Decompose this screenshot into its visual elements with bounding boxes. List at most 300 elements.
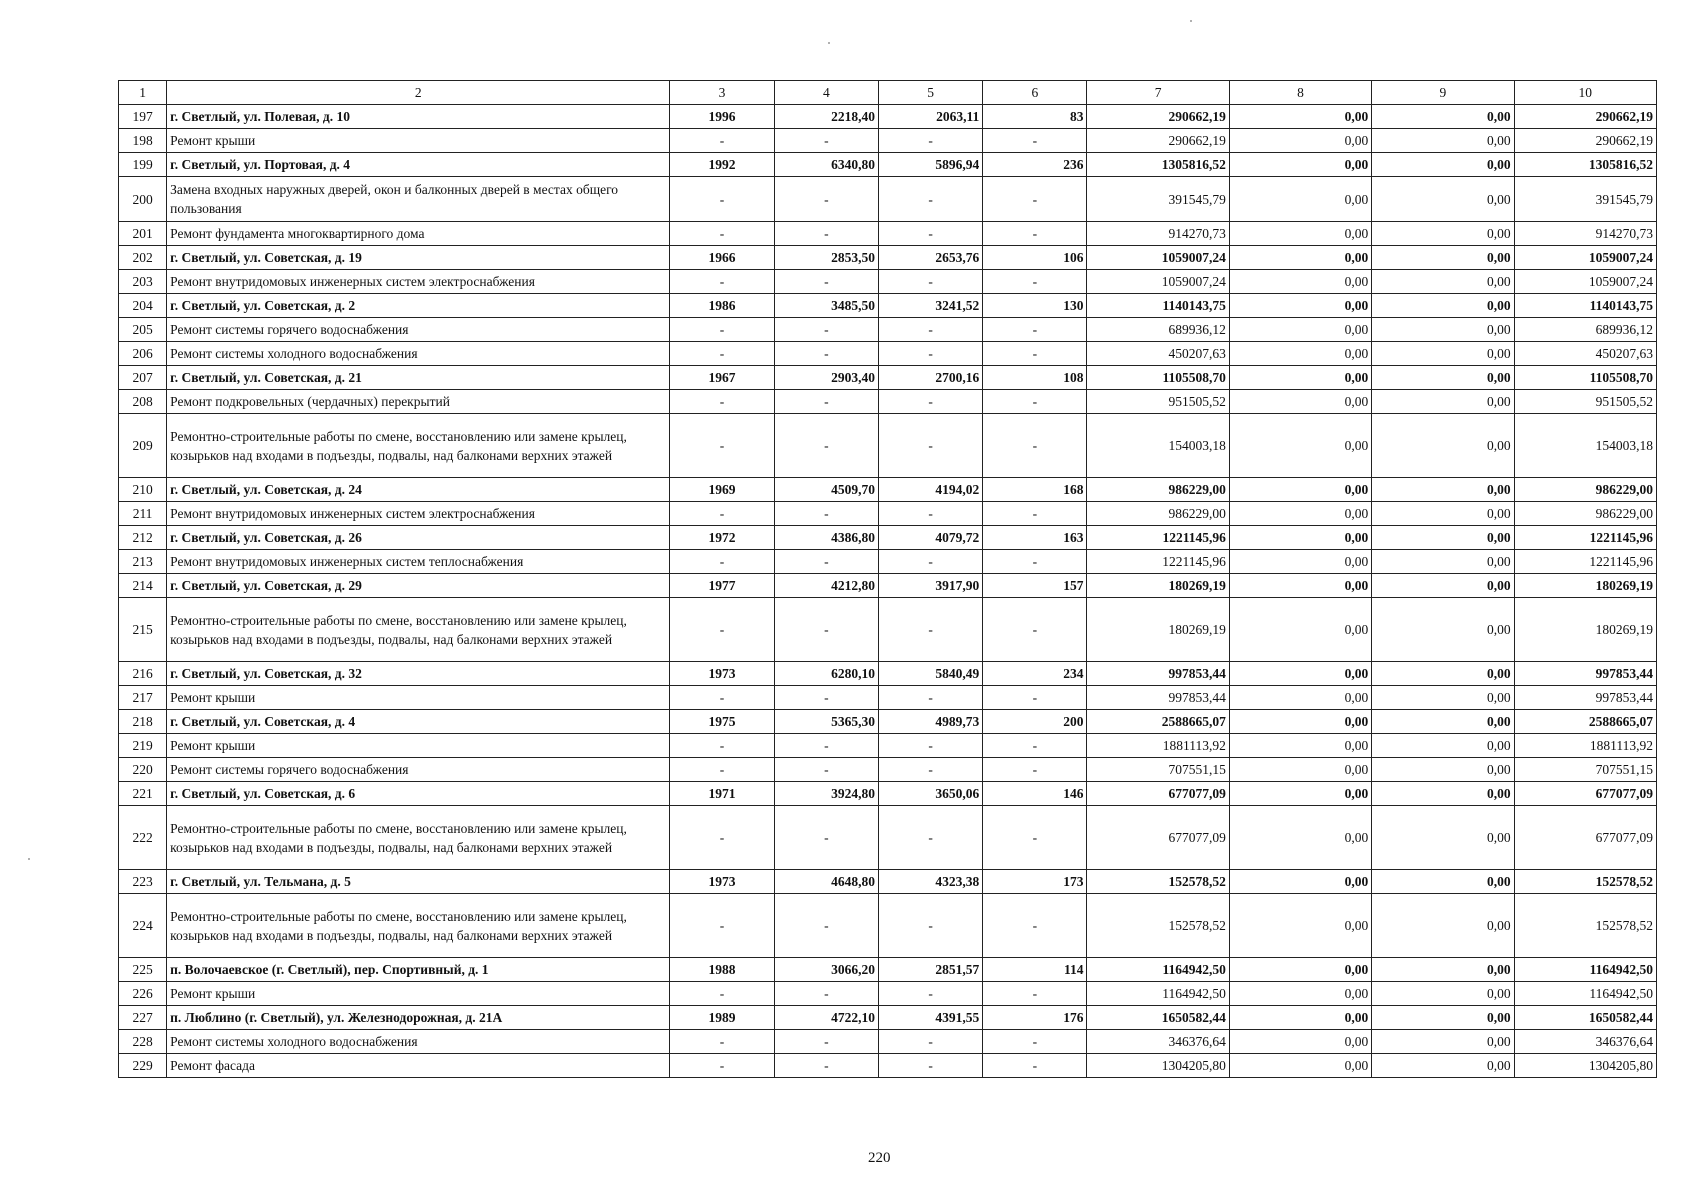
column-header: 5 xyxy=(878,81,982,105)
cost-col10-cell: 914270,73 xyxy=(1514,222,1656,246)
work-row xyxy=(119,758,1657,782)
living-area-cell: 5896,94 xyxy=(878,153,982,177)
cost-col8-cell: 0,00 xyxy=(1229,177,1371,222)
cost-col8-cell: 0,00 xyxy=(1229,550,1371,574)
cost-col9-cell: 0,00 xyxy=(1372,1054,1514,1078)
work-row xyxy=(119,390,1657,414)
house-row xyxy=(119,958,1657,982)
column-header: 6 xyxy=(983,81,1087,105)
year-cell: - xyxy=(670,982,774,1006)
row-number-cell: 219 xyxy=(119,734,167,758)
living-area-cell: - xyxy=(878,414,982,478)
cost-col8-cell: 0,00 xyxy=(1229,806,1371,870)
total-area-cell: - xyxy=(774,270,878,294)
cost-total-cell: 677077,09 xyxy=(1087,806,1229,870)
work-row xyxy=(119,1054,1657,1078)
total-area-cell: - xyxy=(774,894,878,958)
row-number-cell: 202 xyxy=(119,246,167,270)
residents-cell: 83 xyxy=(983,105,1087,129)
cost-total-cell: 689936,12 xyxy=(1087,318,1229,342)
cost-col10-cell: 707551,15 xyxy=(1514,758,1656,782)
row-number-cell: 220 xyxy=(119,758,167,782)
row-number-cell: 224 xyxy=(119,894,167,958)
living-area-cell: - xyxy=(878,982,982,1006)
column-header: 4 xyxy=(774,81,878,105)
living-area-cell: 4989,73 xyxy=(878,710,982,734)
description-cell: Ремонт крыши xyxy=(167,686,670,710)
cost-total-cell: 152578,52 xyxy=(1087,870,1229,894)
cost-col9-cell: 0,00 xyxy=(1372,270,1514,294)
cost-total-cell: 450207,63 xyxy=(1087,342,1229,366)
residents-cell: 236 xyxy=(983,153,1087,177)
residents-cell: - xyxy=(983,734,1087,758)
work-row xyxy=(119,502,1657,526)
total-area-cell: 2853,50 xyxy=(774,246,878,270)
total-area-cell: - xyxy=(774,502,878,526)
cost-col8-cell: 0,00 xyxy=(1229,294,1371,318)
residents-cell: - xyxy=(983,342,1087,366)
work-row xyxy=(119,222,1657,246)
living-area-cell: 2063,11 xyxy=(878,105,982,129)
work-row xyxy=(119,894,1657,958)
row-number-cell: 216 xyxy=(119,662,167,686)
cost-col8-cell: 0,00 xyxy=(1229,390,1371,414)
house-row xyxy=(119,1006,1657,1030)
house-row xyxy=(119,246,1657,270)
living-area-cell: 3917,90 xyxy=(878,574,982,598)
year-cell: - xyxy=(670,129,774,153)
cost-total-cell: 1305816,52 xyxy=(1087,153,1229,177)
total-area-cell: 3485,50 xyxy=(774,294,878,318)
year-cell: 1988 xyxy=(670,958,774,982)
cost-total-cell: 1164942,50 xyxy=(1087,982,1229,1006)
row-number-cell: 221 xyxy=(119,782,167,806)
cost-total-cell: 180269,19 xyxy=(1087,574,1229,598)
cost-col9-cell: 0,00 xyxy=(1372,318,1514,342)
cost-col10-cell: 450207,63 xyxy=(1514,342,1656,366)
residents-cell: 146 xyxy=(983,782,1087,806)
description-cell: Ремонт системы горячего водоснабжения xyxy=(167,758,670,782)
total-area-cell: - xyxy=(774,982,878,1006)
year-cell: 1973 xyxy=(670,662,774,686)
cost-col8-cell: 0,00 xyxy=(1229,342,1371,366)
residents-cell: - xyxy=(983,177,1087,222)
cost-col8-cell: 0,00 xyxy=(1229,414,1371,478)
description-cell: Ремонтно-строительные работы по смене, восстановлению или замене крылец, козырьков над входами в подъезды, подвалы, над балконами верхних этажей xyxy=(167,806,670,870)
year-cell: 1973 xyxy=(670,870,774,894)
total-area-cell: 6280,10 xyxy=(774,662,878,686)
year-cell: 1972 xyxy=(670,526,774,550)
residents-cell: - xyxy=(983,758,1087,782)
cost-total-cell: 1221145,96 xyxy=(1087,550,1229,574)
residents-cell: - xyxy=(983,686,1087,710)
living-area-cell: - xyxy=(878,129,982,153)
cost-col10-cell: 1105508,70 xyxy=(1514,366,1656,390)
cost-col9-cell: 0,00 xyxy=(1372,342,1514,366)
living-area-cell: - xyxy=(878,734,982,758)
description-cell: г. Светлый, ул. Советская, д. 6 xyxy=(167,782,670,806)
work-row xyxy=(119,414,1657,478)
description-cell: г. Светлый, ул. Советская, д. 26 xyxy=(167,526,670,550)
cost-col10-cell: 152578,52 xyxy=(1514,870,1656,894)
year-cell: - xyxy=(670,734,774,758)
cost-col8-cell: 0,00 xyxy=(1229,246,1371,270)
page-number: 220 xyxy=(868,1150,891,1166)
work-row xyxy=(119,270,1657,294)
living-area-cell: - xyxy=(878,550,982,574)
cost-col10-cell: 997853,44 xyxy=(1514,662,1656,686)
description-cell: г. Светлый, ул. Советская, д. 29 xyxy=(167,574,670,598)
cost-total-cell: 391545,79 xyxy=(1087,177,1229,222)
cost-col10-cell: 986229,00 xyxy=(1514,478,1656,502)
year-cell: - xyxy=(670,502,774,526)
cost-col10-cell: 1304205,80 xyxy=(1514,1054,1656,1078)
cost-col10-cell: 689936,12 xyxy=(1514,318,1656,342)
total-area-cell: - xyxy=(774,222,878,246)
residents-cell: 200 xyxy=(983,710,1087,734)
cost-col9-cell: 0,00 xyxy=(1372,662,1514,686)
capital-repair-table xyxy=(118,80,1657,1078)
total-area-cell: - xyxy=(774,758,878,782)
cost-col9-cell: 0,00 xyxy=(1372,502,1514,526)
total-area-cell: - xyxy=(774,1054,878,1078)
residents-cell: 108 xyxy=(983,366,1087,390)
total-area-cell: 4648,80 xyxy=(774,870,878,894)
cost-col9-cell: 0,00 xyxy=(1372,390,1514,414)
living-area-cell: - xyxy=(878,222,982,246)
cost-col9-cell: 0,00 xyxy=(1372,550,1514,574)
row-number-cell: 222 xyxy=(119,806,167,870)
living-area-cell: - xyxy=(878,806,982,870)
cost-total-cell: 997853,44 xyxy=(1087,686,1229,710)
scan-speck xyxy=(1190,20,1192,22)
work-row xyxy=(119,129,1657,153)
row-number-cell: 201 xyxy=(119,222,167,246)
cost-col9-cell: 0,00 xyxy=(1372,222,1514,246)
house-row xyxy=(119,662,1657,686)
row-number-cell: 228 xyxy=(119,1030,167,1054)
cost-col9-cell: 0,00 xyxy=(1372,414,1514,478)
total-area-cell: 2903,40 xyxy=(774,366,878,390)
cost-col9-cell: 0,00 xyxy=(1372,478,1514,502)
house-row xyxy=(119,366,1657,390)
cost-col8-cell: 0,00 xyxy=(1229,598,1371,662)
living-area-cell: - xyxy=(878,1030,982,1054)
residents-cell: - xyxy=(983,390,1087,414)
work-row xyxy=(119,734,1657,758)
residents-cell: - xyxy=(983,270,1087,294)
year-cell: - xyxy=(670,598,774,662)
year-cell: 1969 xyxy=(670,478,774,502)
living-area-cell: - xyxy=(878,342,982,366)
total-area-cell: - xyxy=(774,734,878,758)
cost-total-cell: 180269,19 xyxy=(1087,598,1229,662)
year-cell: 1971 xyxy=(670,782,774,806)
description-cell: Ремонтно-строительные работы по смене, восстановлению или замене крылец, козырьков над входами в подъезды, подвалы, над балконами верхних этажей xyxy=(167,598,670,662)
cost-col8-cell: 0,00 xyxy=(1229,782,1371,806)
cost-col9-cell: 0,00 xyxy=(1372,686,1514,710)
house-row xyxy=(119,574,1657,598)
year-cell: - xyxy=(670,686,774,710)
residents-cell: - xyxy=(983,550,1087,574)
description-cell: г. Светлый, ул. Полевая, д. 10 xyxy=(167,105,670,129)
description-cell: Ремонт внутридомовых инженерных систем электроснабжения xyxy=(167,270,670,294)
living-area-cell: - xyxy=(878,598,982,662)
description-cell: п. Волочаевское (г. Светлый), пер. Спортивный, д. 1 xyxy=(167,958,670,982)
residents-cell: - xyxy=(983,1054,1087,1078)
cost-col8-cell: 0,00 xyxy=(1229,478,1371,502)
description-cell: Замена входных наружных дверей, окон и балконных дверей в местах общего пользования xyxy=(167,177,670,222)
cost-total-cell: 1881113,92 xyxy=(1087,734,1229,758)
cost-col8-cell: 0,00 xyxy=(1229,1006,1371,1030)
residents-cell: 130 xyxy=(983,294,1087,318)
column-header: 7 xyxy=(1087,81,1229,105)
row-number-cell: 207 xyxy=(119,366,167,390)
year-cell: 1975 xyxy=(670,710,774,734)
cost-col9-cell: 0,00 xyxy=(1372,1030,1514,1054)
residents-cell: 168 xyxy=(983,478,1087,502)
description-cell: Ремонт внутридомовых инженерных систем электроснабжения xyxy=(167,502,670,526)
cost-col9-cell: 0,00 xyxy=(1372,153,1514,177)
cost-col9-cell: 0,00 xyxy=(1372,958,1514,982)
year-cell: - xyxy=(670,1030,774,1054)
total-area-cell: - xyxy=(774,598,878,662)
cost-col8-cell: 0,00 xyxy=(1229,366,1371,390)
house-row xyxy=(119,710,1657,734)
row-number-cell: 197 xyxy=(119,105,167,129)
row-number-cell: 206 xyxy=(119,342,167,366)
description-cell: г. Светлый, ул. Советская, д. 19 xyxy=(167,246,670,270)
cost-total-cell: 290662,19 xyxy=(1087,105,1229,129)
year-cell: - xyxy=(670,758,774,782)
scan-speck xyxy=(828,42,830,44)
residents-cell: - xyxy=(983,222,1087,246)
total-area-cell: - xyxy=(774,1030,878,1054)
cost-total-cell: 986229,00 xyxy=(1087,478,1229,502)
cost-total-cell: 1221145,96 xyxy=(1087,526,1229,550)
description-cell: Ремонт системы холодного водоснабжения xyxy=(167,1030,670,1054)
living-area-cell: - xyxy=(878,177,982,222)
cost-col8-cell: 0,00 xyxy=(1229,153,1371,177)
description-cell: Ремонтно-строительные работы по смене, восстановлению или замене крылец, козырьков над входами в подъезды, подвалы, над балконами верхних этажей xyxy=(167,894,670,958)
column-header: 9 xyxy=(1372,81,1514,105)
description-cell: г. Светлый, ул. Советская, д. 21 xyxy=(167,366,670,390)
cost-col10-cell: 2588665,07 xyxy=(1514,710,1656,734)
living-area-cell: - xyxy=(878,270,982,294)
work-row xyxy=(119,982,1657,1006)
total-area-cell: 4722,10 xyxy=(774,1006,878,1030)
year-cell: - xyxy=(670,222,774,246)
cost-col9-cell: 0,00 xyxy=(1372,806,1514,870)
residents-cell: - xyxy=(983,129,1087,153)
year-cell: - xyxy=(670,270,774,294)
row-number-cell: 226 xyxy=(119,982,167,1006)
description-cell: Ремонт фасада xyxy=(167,1054,670,1078)
living-area-cell: 4079,72 xyxy=(878,526,982,550)
living-area-cell: 3241,52 xyxy=(878,294,982,318)
living-area-cell: 4391,55 xyxy=(878,1006,982,1030)
total-area-cell: 4386,80 xyxy=(774,526,878,550)
residents-cell: 106 xyxy=(983,246,1087,270)
row-number-cell: 213 xyxy=(119,550,167,574)
row-number-cell: 212 xyxy=(119,526,167,550)
description-cell: г. Светлый, ул. Советская, д. 24 xyxy=(167,478,670,502)
cost-col10-cell: 677077,09 xyxy=(1514,782,1656,806)
cost-col8-cell: 0,00 xyxy=(1229,129,1371,153)
work-row xyxy=(119,806,1657,870)
cost-col10-cell: 1059007,24 xyxy=(1514,246,1656,270)
house-row xyxy=(119,782,1657,806)
cost-col10-cell: 1221145,96 xyxy=(1514,550,1656,574)
residents-cell: 234 xyxy=(983,662,1087,686)
cost-col10-cell: 290662,19 xyxy=(1514,129,1656,153)
column-header: 1 xyxy=(119,81,167,105)
cost-col9-cell: 0,00 xyxy=(1372,574,1514,598)
cost-col8-cell: 0,00 xyxy=(1229,270,1371,294)
cost-col8-cell: 0,00 xyxy=(1229,710,1371,734)
description-cell: Ремонтно-строительные работы по смене, восстановлению или замене крылец, козырьков над входами в подъезды, подвалы, над балконами верхних этажей xyxy=(167,414,670,478)
cost-col8-cell: 0,00 xyxy=(1229,894,1371,958)
cost-col10-cell: 152578,52 xyxy=(1514,894,1656,958)
description-cell: Ремонт крыши xyxy=(167,129,670,153)
cost-col10-cell: 1881113,92 xyxy=(1514,734,1656,758)
row-number-cell: 210 xyxy=(119,478,167,502)
cost-col10-cell: 1140143,75 xyxy=(1514,294,1656,318)
total-area-cell: 4509,70 xyxy=(774,478,878,502)
living-area-cell: 4194,02 xyxy=(878,478,982,502)
cost-col8-cell: 0,00 xyxy=(1229,662,1371,686)
work-row xyxy=(119,342,1657,366)
cost-col10-cell: 1164942,50 xyxy=(1514,982,1656,1006)
cost-col10-cell: 1059007,24 xyxy=(1514,270,1656,294)
cost-col9-cell: 0,00 xyxy=(1372,526,1514,550)
cost-col8-cell: 0,00 xyxy=(1229,526,1371,550)
row-number-cell: 203 xyxy=(119,270,167,294)
year-cell: - xyxy=(670,550,774,574)
total-area-cell: - xyxy=(774,318,878,342)
row-number-cell: 227 xyxy=(119,1006,167,1030)
cost-col9-cell: 0,00 xyxy=(1372,598,1514,662)
year-cell: 1966 xyxy=(670,246,774,270)
year-cell: - xyxy=(670,390,774,414)
column-header: 3 xyxy=(670,81,774,105)
total-area-cell: - xyxy=(774,414,878,478)
work-row xyxy=(119,598,1657,662)
living-area-cell: - xyxy=(878,686,982,710)
cost-col10-cell: 1164942,50 xyxy=(1514,958,1656,982)
total-area-cell: - xyxy=(774,129,878,153)
row-number-cell: 200 xyxy=(119,177,167,222)
row-number-cell: 205 xyxy=(119,318,167,342)
year-cell: - xyxy=(670,177,774,222)
year-cell: - xyxy=(670,806,774,870)
cost-col8-cell: 0,00 xyxy=(1229,222,1371,246)
residents-cell: 114 xyxy=(983,958,1087,982)
cost-col10-cell: 346376,64 xyxy=(1514,1030,1656,1054)
cost-col10-cell: 986229,00 xyxy=(1514,502,1656,526)
cost-col10-cell: 951505,52 xyxy=(1514,390,1656,414)
cost-col8-cell: 0,00 xyxy=(1229,870,1371,894)
cost-total-cell: 152578,52 xyxy=(1087,894,1229,958)
cost-col8-cell: 0,00 xyxy=(1229,758,1371,782)
total-area-cell: - xyxy=(774,806,878,870)
cost-col8-cell: 0,00 xyxy=(1229,1030,1371,1054)
residents-cell: - xyxy=(983,414,1087,478)
row-number-cell: 217 xyxy=(119,686,167,710)
residents-cell: 176 xyxy=(983,1006,1087,1030)
description-cell: Ремонт внутридомовых инженерных систем теплоснабжения xyxy=(167,550,670,574)
description-cell: Ремонт системы холодного водоснабжения xyxy=(167,342,670,366)
cost-total-cell: 1304205,80 xyxy=(1087,1054,1229,1078)
cost-col8-cell: 0,00 xyxy=(1229,686,1371,710)
cost-col9-cell: 0,00 xyxy=(1372,1006,1514,1030)
cost-total-cell: 1059007,24 xyxy=(1087,270,1229,294)
cost-col9-cell: 0,00 xyxy=(1372,294,1514,318)
cost-total-cell: 997853,44 xyxy=(1087,662,1229,686)
cost-total-cell: 1059007,24 xyxy=(1087,246,1229,270)
cost-total-cell: 154003,18 xyxy=(1087,414,1229,478)
cost-col8-cell: 0,00 xyxy=(1229,574,1371,598)
cost-col9-cell: 0,00 xyxy=(1372,177,1514,222)
total-area-cell: - xyxy=(774,342,878,366)
cost-total-cell: 1140143,75 xyxy=(1087,294,1229,318)
living-area-cell: 2653,76 xyxy=(878,246,982,270)
description-cell: г. Светлый, ул. Портовая, д. 4 xyxy=(167,153,670,177)
total-area-cell: 6340,80 xyxy=(774,153,878,177)
cost-col10-cell: 391545,79 xyxy=(1514,177,1656,222)
cost-col10-cell: 180269,19 xyxy=(1514,598,1656,662)
cost-total-cell: 290662,19 xyxy=(1087,129,1229,153)
cost-col8-cell: 0,00 xyxy=(1229,958,1371,982)
column-number-row xyxy=(119,81,1657,105)
residents-cell: - xyxy=(983,502,1087,526)
year-cell: - xyxy=(670,342,774,366)
year-cell: - xyxy=(670,1054,774,1078)
living-area-cell: 3650,06 xyxy=(878,782,982,806)
year-cell: - xyxy=(670,318,774,342)
cost-col8-cell: 0,00 xyxy=(1229,502,1371,526)
residents-cell: - xyxy=(983,318,1087,342)
row-number-cell: 209 xyxy=(119,414,167,478)
cost-col9-cell: 0,00 xyxy=(1372,246,1514,270)
living-area-cell: - xyxy=(878,1054,982,1078)
row-number-cell: 199 xyxy=(119,153,167,177)
cost-col9-cell: 0,00 xyxy=(1372,129,1514,153)
living-area-cell: 2700,16 xyxy=(878,366,982,390)
table-body xyxy=(119,105,1657,1078)
row-number-cell: 214 xyxy=(119,574,167,598)
cost-total-cell: 1650582,44 xyxy=(1087,1006,1229,1030)
total-area-cell: 4212,80 xyxy=(774,574,878,598)
living-area-cell: - xyxy=(878,390,982,414)
cost-total-cell: 707551,15 xyxy=(1087,758,1229,782)
description-cell: Ремонт крыши xyxy=(167,982,670,1006)
column-header: 8 xyxy=(1229,81,1371,105)
description-cell: г. Светлый, ул. Советская, д. 32 xyxy=(167,662,670,686)
cost-col10-cell: 677077,09 xyxy=(1514,806,1656,870)
residents-cell: - xyxy=(983,894,1087,958)
year-cell: 1989 xyxy=(670,1006,774,1030)
description-cell: г. Светлый, ул. Советская, д. 2 xyxy=(167,294,670,318)
residents-cell: - xyxy=(983,806,1087,870)
description-cell: п. Люблино (г. Светлый), ул. Железнодорожная, д. 21А xyxy=(167,1006,670,1030)
cost-col9-cell: 0,00 xyxy=(1372,870,1514,894)
living-area-cell: 4323,38 xyxy=(878,870,982,894)
cost-total-cell: 2588665,07 xyxy=(1087,710,1229,734)
cost-col9-cell: 0,00 xyxy=(1372,105,1514,129)
work-row xyxy=(119,1030,1657,1054)
living-area-cell: 5840,49 xyxy=(878,662,982,686)
